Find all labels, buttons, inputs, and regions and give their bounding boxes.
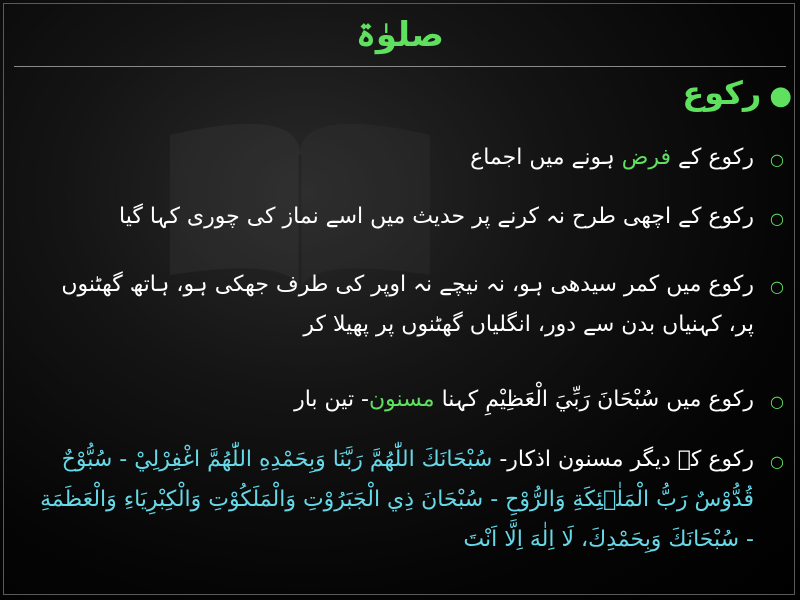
item-text: رکوع کے دیگر مسنون اذکار- bbox=[492, 447, 754, 472]
item-text: کہنا bbox=[434, 387, 486, 412]
section-heading bbox=[682, 74, 792, 112]
list-item bbox=[34, 138, 784, 178]
item-text: رکوع کے اچھی طرح نہ کرنے پر حدیث میں اسے نماز کی چوری کہا گیا bbox=[119, 204, 754, 229]
slide-title: صلوٰۃ bbox=[356, 15, 444, 55]
item-arabic: سُبْحَانَكَ اللّٰهُمَّ رَبَّنَا وَبِحَمْدِهِ اللّٰهُمَّ اغْفِرْلِيْ - سُبُّوْحٌ قُدُّوْسٌ رَبُّ الْمَلٰۤئِكَةِ وَالرُّوْحِ - سُبْحَانَ ذِي الْجَبَرُوْتِ وَالْمَلَكُوْتِ وَالْكِبْرِيَاءِ وَالْعَظَمَةِ - سُبْحَانَكَ وَبِحَمْدِكَ، لَا اِلٰهَ اِلَّا اَنْتَ bbox=[40, 447, 754, 552]
item-text: رکوع میں کمر سیدھی ہو، نہ نیچے نہ اوپر کی طرف جھکی ہو، ہاتھ گھٹنوں پر، کہنیاں بدن سے دور، انگلیاں گھٹنوں پر پھیلا کر bbox=[61, 272, 754, 337]
item-text: ہونے میں اجماع bbox=[470, 145, 622, 170]
ring-bullet-icon: ○ bbox=[770, 150, 784, 169]
ring-bullet-icon: ○ bbox=[770, 209, 784, 228]
ring-bullet-icon: ○ bbox=[770, 277, 784, 296]
item-arabic: سُبْحَانَ رَبِّيَ الْعَظِيْمِ bbox=[485, 387, 660, 412]
item-highlight: مسنون bbox=[369, 387, 435, 412]
ring-bullet-icon: ○ bbox=[770, 452, 784, 471]
item-text: رکوع کے bbox=[671, 145, 754, 170]
ring-bullet-icon: ○ bbox=[770, 392, 784, 411]
item-text: رکوع میں bbox=[659, 387, 754, 412]
title-divider bbox=[14, 66, 786, 67]
bullet-dot-icon: ● bbox=[769, 81, 792, 111]
list-item bbox=[34, 380, 784, 420]
item-text: - تین بار bbox=[294, 387, 369, 412]
section-heading-label: رکوع bbox=[682, 74, 762, 112]
item-highlight: فرض bbox=[621, 145, 672, 170]
list-item bbox=[34, 197, 784, 237]
list-item bbox=[34, 265, 784, 345]
list-item bbox=[34, 440, 784, 560]
